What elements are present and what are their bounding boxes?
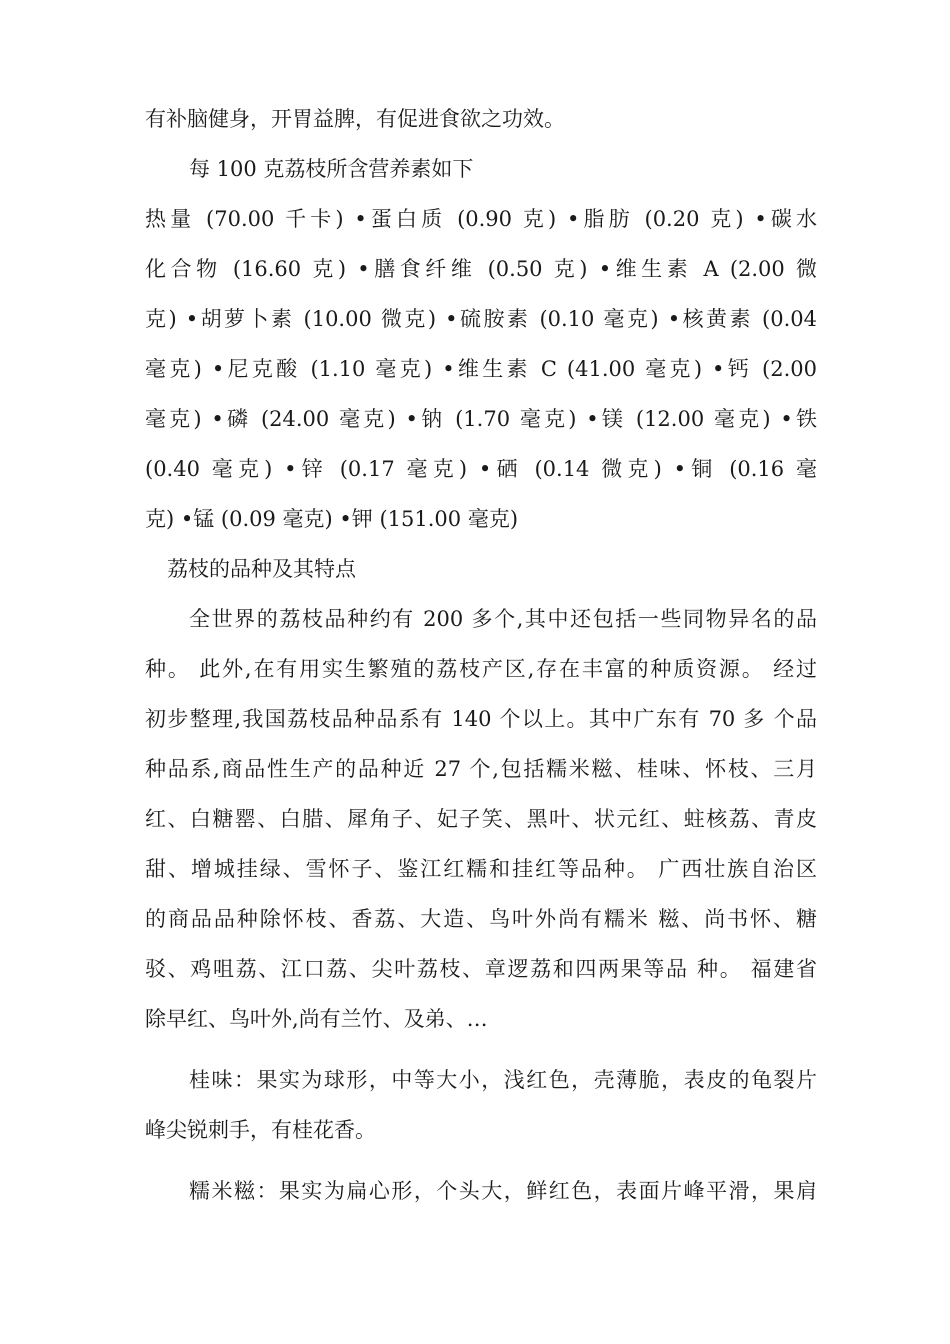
text-line: 热量 (70.00 千卡) •蛋白质 (0.90 克) •脂肪 (0.20 克) •碳水 xyxy=(145,207,817,231)
paragraph-nuomici xyxy=(145,1166,817,1216)
text-line: 种品系,商品性生产的品种近 27 个,包括糯米糍、桂味、怀枝、三月 xyxy=(145,757,817,781)
text-line: 红、白糖罂、白腊、犀角子、妃子笑、黑叶、状元红、蛀核荔、青皮 xyxy=(145,807,817,831)
paragraph-gap xyxy=(145,1155,817,1166)
text-line: 有补脑健身，开胃益脾，有促进食欲之功效。 xyxy=(145,107,565,131)
document-page xyxy=(145,94,817,1216)
varieties-body xyxy=(145,594,817,1044)
text-line: 糯米糍：果实为扁心形，个头大，鲜红色，表面片峰平滑，果肩 xyxy=(189,1179,817,1203)
section-heading: 荔枝的品种及其特点 xyxy=(167,557,356,581)
paragraph-intro-end xyxy=(145,94,817,144)
text-line: 毫克) •磷 (24.00 毫克) •钠 (1.70 毫克) •镁 (12.00 毫克) •铁 xyxy=(145,407,817,431)
text-line: (0.40 毫克) •锌 (0.17 毫克) •硒 (0.14 微克) •铜 (0.16 毫 xyxy=(145,457,817,481)
paragraph-guiwei xyxy=(145,1055,817,1155)
text-line: 的商品品种除怀枝、香荔、大造、鸟叶外尚有糯米 糍、尚书怀、糖 xyxy=(145,907,817,931)
text-line: 克) •锰 (0.09 毫克) •钾 (151.00 毫克) xyxy=(145,507,519,531)
paragraph-gap xyxy=(145,1044,817,1055)
text-line: 峰尖锐刺手，有桂花香。 xyxy=(145,1118,376,1142)
text-line: 化合物 (16.60 克) •膳食纤维 (0.50 克) •维生素 A (2.00 微 xyxy=(145,257,817,281)
text-line: 克) •胡萝卜素 (10.00 微克) •硫胺素 (0.10 毫克) •核黄素 (0.04 xyxy=(145,307,817,331)
nutrition-heading xyxy=(145,144,817,194)
nutrition-list xyxy=(145,194,817,544)
varieties-heading xyxy=(145,544,817,594)
text-line: 毫克) •尼克酸 (1.10 毫克) •维生素 C (41.00 毫克) •钙 (2.00 xyxy=(145,357,817,381)
text-line: 桂味：果实为球形，中等大小，浅红色，壳薄脆，表皮的龟裂片 xyxy=(189,1068,817,1092)
text-line: 除早红、鸟叶外,尚有兰竹、及弟、… xyxy=(145,1007,488,1031)
text-line: 驳、鸡咀荔、江口荔、尖叶荔枝、章逻荔和四两果等品 种。 福建省 xyxy=(145,957,817,981)
text-line: 种。 此外,在有用实生繁殖的荔枝产区,存在丰富的种质资源。 经过 xyxy=(145,657,817,681)
text-line: 甜、增城挂绿、雪怀子、鉴江红糯和挂红等品种。 广西壮族自治区 xyxy=(145,857,817,881)
text-line: 初步整理,我国荔枝品种品系有 140 个以上。其中广东有 70 多 个品 xyxy=(145,707,817,731)
text-line: 全世界的荔枝品种约有 200 多个,其中还包括一些同物异名的品 xyxy=(189,607,817,631)
text-line: 每 100 克荔枝所含营养素如下 xyxy=(189,157,474,181)
